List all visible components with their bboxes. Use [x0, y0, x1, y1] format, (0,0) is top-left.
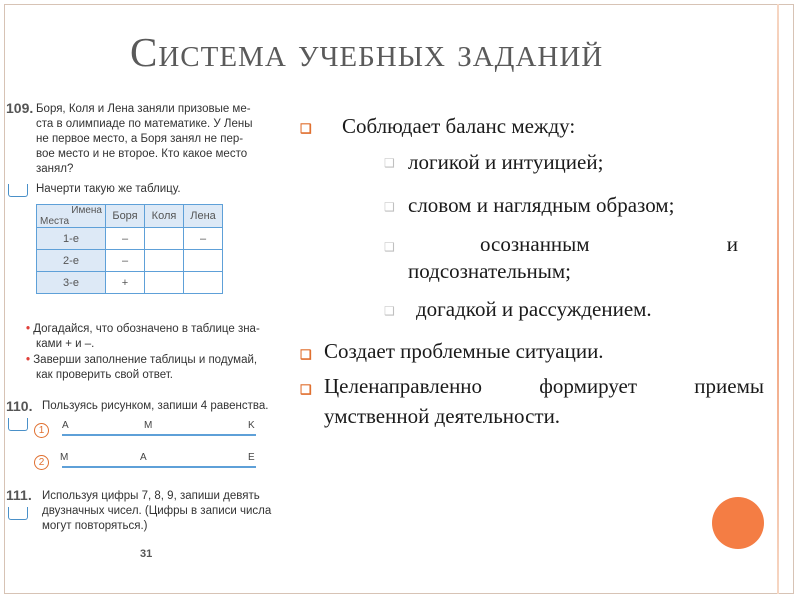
table-cell: [145, 272, 184, 294]
point-label: K: [248, 420, 255, 431]
list-item: Создает проблемные ситуации.: [324, 339, 604, 363]
hint-2: [26, 353, 257, 368]
hint-1-text: Догадайся, что обозначено в таблице зна-: [33, 323, 260, 335]
task-109-instruction: Начерти такую же таблицу.: [36, 183, 181, 195]
table-cell: 2-е: [37, 250, 106, 272]
hint-1: [26, 322, 260, 337]
table-header: Боря: [106, 205, 145, 228]
bullet-icon: ❑: [300, 121, 312, 136]
corner-places: Места: [40, 216, 70, 227]
page-number: 31: [140, 548, 153, 560]
task-109-number: 109.: [6, 100, 34, 116]
places-table: [36, 204, 223, 294]
figure-2-number: 2: [34, 455, 49, 470]
table-row: [37, 272, 223, 294]
list-item-word: приемы: [694, 374, 764, 398]
sub-item: словом и наглядным образом;: [408, 193, 675, 217]
table-row: [37, 228, 223, 250]
sub-item: догадкой и рассуждением.: [416, 297, 652, 321]
bullet-icon: ❑: [300, 382, 312, 397]
table-cell: +: [106, 272, 145, 294]
point-label: A: [62, 420, 69, 431]
task-109-line: вое место и не второе. Кто какое место: [36, 148, 248, 160]
point-label: A: [140, 452, 147, 463]
point-label: E: [248, 452, 255, 463]
task-110-text: Пользуясь рисунком, запиши 4 равенства.: [42, 400, 269, 412]
list-item-word: Целенаправленно: [324, 374, 483, 398]
task-111-line: двузначных чисел. (Цифры в записи числа: [42, 505, 272, 517]
decorative-orange-circle: [712, 497, 764, 549]
table-cell: 1-е: [37, 228, 106, 250]
point-label: M: [144, 420, 153, 431]
table-row: [37, 250, 223, 272]
sub-item-word: и: [726, 232, 738, 256]
slide-title: Система учебных заданий: [130, 29, 604, 75]
table-cell: –: [106, 250, 145, 272]
book-icon: [8, 418, 28, 431]
task-109-line: не первое место, а Боря занял не пер-: [36, 133, 244, 145]
hint-2-cont: как проверить свой ответ.: [36, 369, 173, 381]
list-item-word: формирует: [539, 374, 638, 398]
table-header: Коля: [145, 205, 184, 228]
point-label: M: [60, 452, 69, 463]
textbook-page: [4, 100, 288, 560]
list-item-justified: [324, 374, 764, 399]
table-header: Лена: [184, 205, 223, 228]
decorative-vertical-line: [777, 4, 779, 594]
segment-line: [62, 434, 256, 436]
sub-item: логикой и интуицией;: [408, 150, 604, 174]
table-cell: –: [184, 228, 223, 250]
task-109-line: занял?: [36, 163, 74, 175]
bullet-icon: •: [26, 323, 31, 335]
segment-line: [62, 466, 256, 468]
figure-1-number: 1: [34, 423, 49, 438]
bullet-icon: ❑: [384, 156, 395, 170]
book-icon: [8, 184, 28, 197]
task-111-line: Используя цифры 7, 8, 9, запиши девять: [42, 490, 260, 502]
table-corner: [37, 205, 106, 228]
corner-names: Имена: [71, 205, 102, 216]
task-111-line: могут повторяться.): [42, 520, 148, 532]
list-item-cont: умственной деятельности.: [324, 404, 561, 428]
table-cell: 3-е: [37, 272, 106, 294]
list-item-intro: Соблюдает баланс между:: [342, 114, 576, 138]
sub-item-word: осознанным: [480, 232, 590, 256]
bullet-icon: ❑: [384, 304, 395, 318]
task-110-number: 110.: [6, 398, 33, 414]
hint-2-text: Заверши заполнение таблицы и подумай,: [33, 354, 258, 366]
bullet-icon: ❑: [300, 347, 312, 362]
book-icon: [8, 507, 28, 520]
task-111-number: 111.: [6, 487, 32, 503]
bullet-icon: •: [26, 354, 31, 366]
bullet-icon: ❑: [384, 200, 395, 214]
table-cell: –: [106, 228, 145, 250]
table-cell: [184, 272, 223, 294]
sub-item-justified: [480, 232, 738, 257]
sub-item-cont: подсознательным;: [408, 259, 571, 283]
bullet-icon: ❑: [384, 240, 395, 254]
table-cell: [145, 228, 184, 250]
table-cell: [145, 250, 184, 272]
task-109-line: Боря, Коля и Лена заняли призовые ме-: [36, 103, 251, 115]
hint-1-cont: ками + и –.: [36, 338, 95, 350]
task-109-line: ста в олимпиаде по математике. У Лены: [36, 118, 253, 130]
table-cell: [184, 250, 223, 272]
